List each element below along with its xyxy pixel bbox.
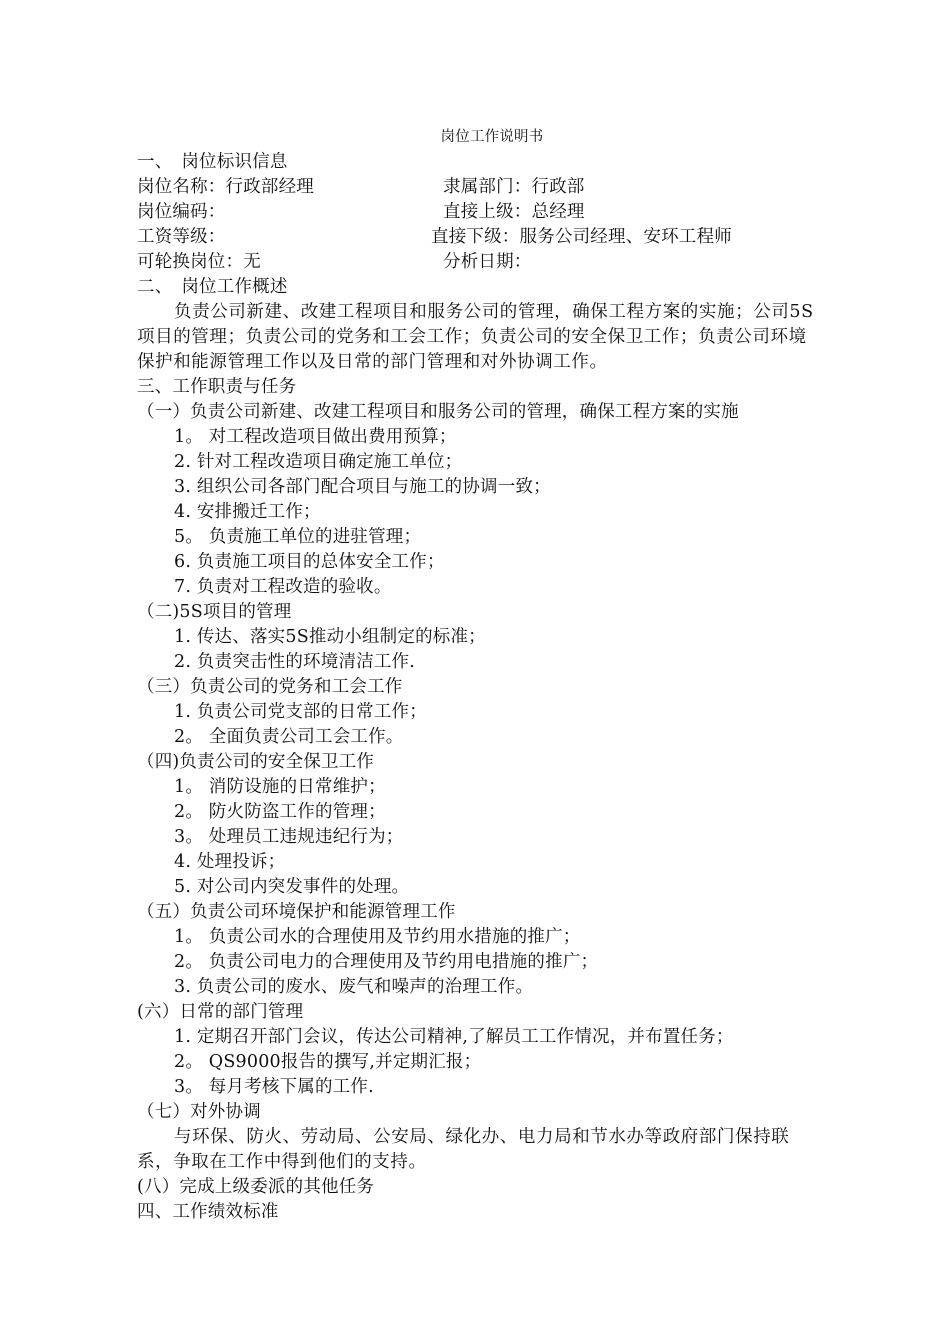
subsection-4-heading: （四)负责公司的安全保卫工作: [137, 752, 375, 772]
direct-subordinate-field: 直接下级：服务公司经理、安环工程师: [431, 227, 732, 247]
list-item: 3。 处理员工违规违纪行为；: [174, 827, 404, 847]
list-item: 2。 全面负责公司工会工作。: [174, 727, 404, 747]
overview-text: 负责公司新建、改建工程项目和服务公司的管理，确保工程方案的实施；公司5S项目的管理；负责公司的党务和工会工作；负责公司的安全保卫工作；负责公司环境保护和能源管理工作以及日常的部门管理和对外协调工作。: [137, 302, 814, 372]
list-item: 3。 每月考核下属的工作.: [174, 1077, 374, 1097]
info-row-4: [137, 250, 817, 275]
section-3-heading: 三、工作职责与任务: [137, 377, 297, 397]
list-item: 2。 负责公司电力的合理使用及节约用电措施的推广；: [174, 952, 599, 972]
info-row-3: [137, 225, 817, 250]
rotation-position-field: 可轮换岗位：无: [137, 252, 261, 272]
list-item: 1. 负责公司党支部的日常工作；: [174, 702, 427, 722]
list-item: 7. 负责对工程改造的验收。: [174, 577, 392, 597]
document-title: 岗位工作说明书: [440, 129, 544, 145]
section-2-heading: 二、 岗位工作概述: [137, 277, 288, 297]
list-item: 1。 对工程改造项目做出费用预算；: [174, 427, 457, 447]
list-item: 3. 组织公司各部门配合项目与施工的协调一致；: [174, 477, 551, 497]
list-item: 6. 负责施工项目的总体安全工作；: [174, 552, 445, 572]
list-item: 2。 防火防盗工作的管理；: [174, 802, 386, 822]
coordination-paragraph: [137, 1125, 817, 1175]
direct-superior-field: 直接上级：总经理: [443, 202, 585, 222]
department-field: 隶属部门：行政部: [443, 177, 585, 197]
section-1-heading: 一、 岗位标识信息: [137, 152, 288, 172]
subsection-6-heading: (六）日常的部门管理: [137, 1002, 304, 1022]
job-code-field: 岗位编码：: [137, 202, 226, 222]
list-item: 2. 针对工程改造项目确定施工单位；: [174, 452, 463, 472]
list-item: 3. 负责公司的废水、废气和噪声的治理工作。: [174, 977, 534, 997]
list-item: 4. 处理投诉；: [174, 852, 286, 872]
list-item: 2. 负责突击性的环境清洁工作.: [174, 652, 416, 672]
subsection-8-heading: (八）完成上级委派的其他任务: [137, 1177, 375, 1197]
subsection-1-heading: （一）负责公司新建、改建工程项目和服务公司的管理，确保工程方案的实施: [137, 402, 739, 422]
list-item: 5。 负责施工单位的进驻管理；: [174, 527, 422, 547]
list-item: 1. 定期召开部门会议，传达公司精神,了解员工工作情况，并布置任务；: [174, 1027, 734, 1047]
overview-paragraph: [137, 300, 817, 375]
list-item: 1。 负责公司水的合理使用及节约用水措施的推广；: [174, 927, 581, 947]
list-item: 2。 QS9000报告的撰写,并定期汇报；: [174, 1052, 482, 1072]
list-item: 1。 消防设施的日常维护；: [174, 777, 386, 797]
list-item: 5. 对公司内突发事件的处理。: [174, 877, 410, 897]
subsection-3-heading: （三）负责公司的党务和工会工作: [137, 677, 403, 697]
info-row-2: [137, 200, 817, 225]
info-row-1: [137, 175, 817, 200]
analysis-date-field: 分析日期：: [443, 252, 532, 272]
document-page: [137, 125, 817, 1225]
subsection-2-heading: （二)5S项目的管理: [137, 602, 292, 622]
subsection-5-heading: （五）负责公司环境保护和能源管理工作: [137, 902, 456, 922]
section-4-heading: 四、工作绩效标准: [137, 1202, 279, 1222]
list-item: 1. 传达、落实5S推动小组制定的标准；: [174, 627, 486, 647]
salary-grade-field: 工资等级：: [137, 227, 226, 247]
coordination-text: 与环保、防火、劳动局、公安局、绿化办、电力局和节水办等政府部门保持联系，争取在工作中得到他们的支持。: [137, 1127, 790, 1172]
subsection-7-heading: （七）对外协调: [137, 1102, 261, 1122]
job-title-field: 岗位名称：行政部经理: [137, 177, 314, 197]
list-item: 4. 安排搬迁工作；: [174, 502, 321, 522]
